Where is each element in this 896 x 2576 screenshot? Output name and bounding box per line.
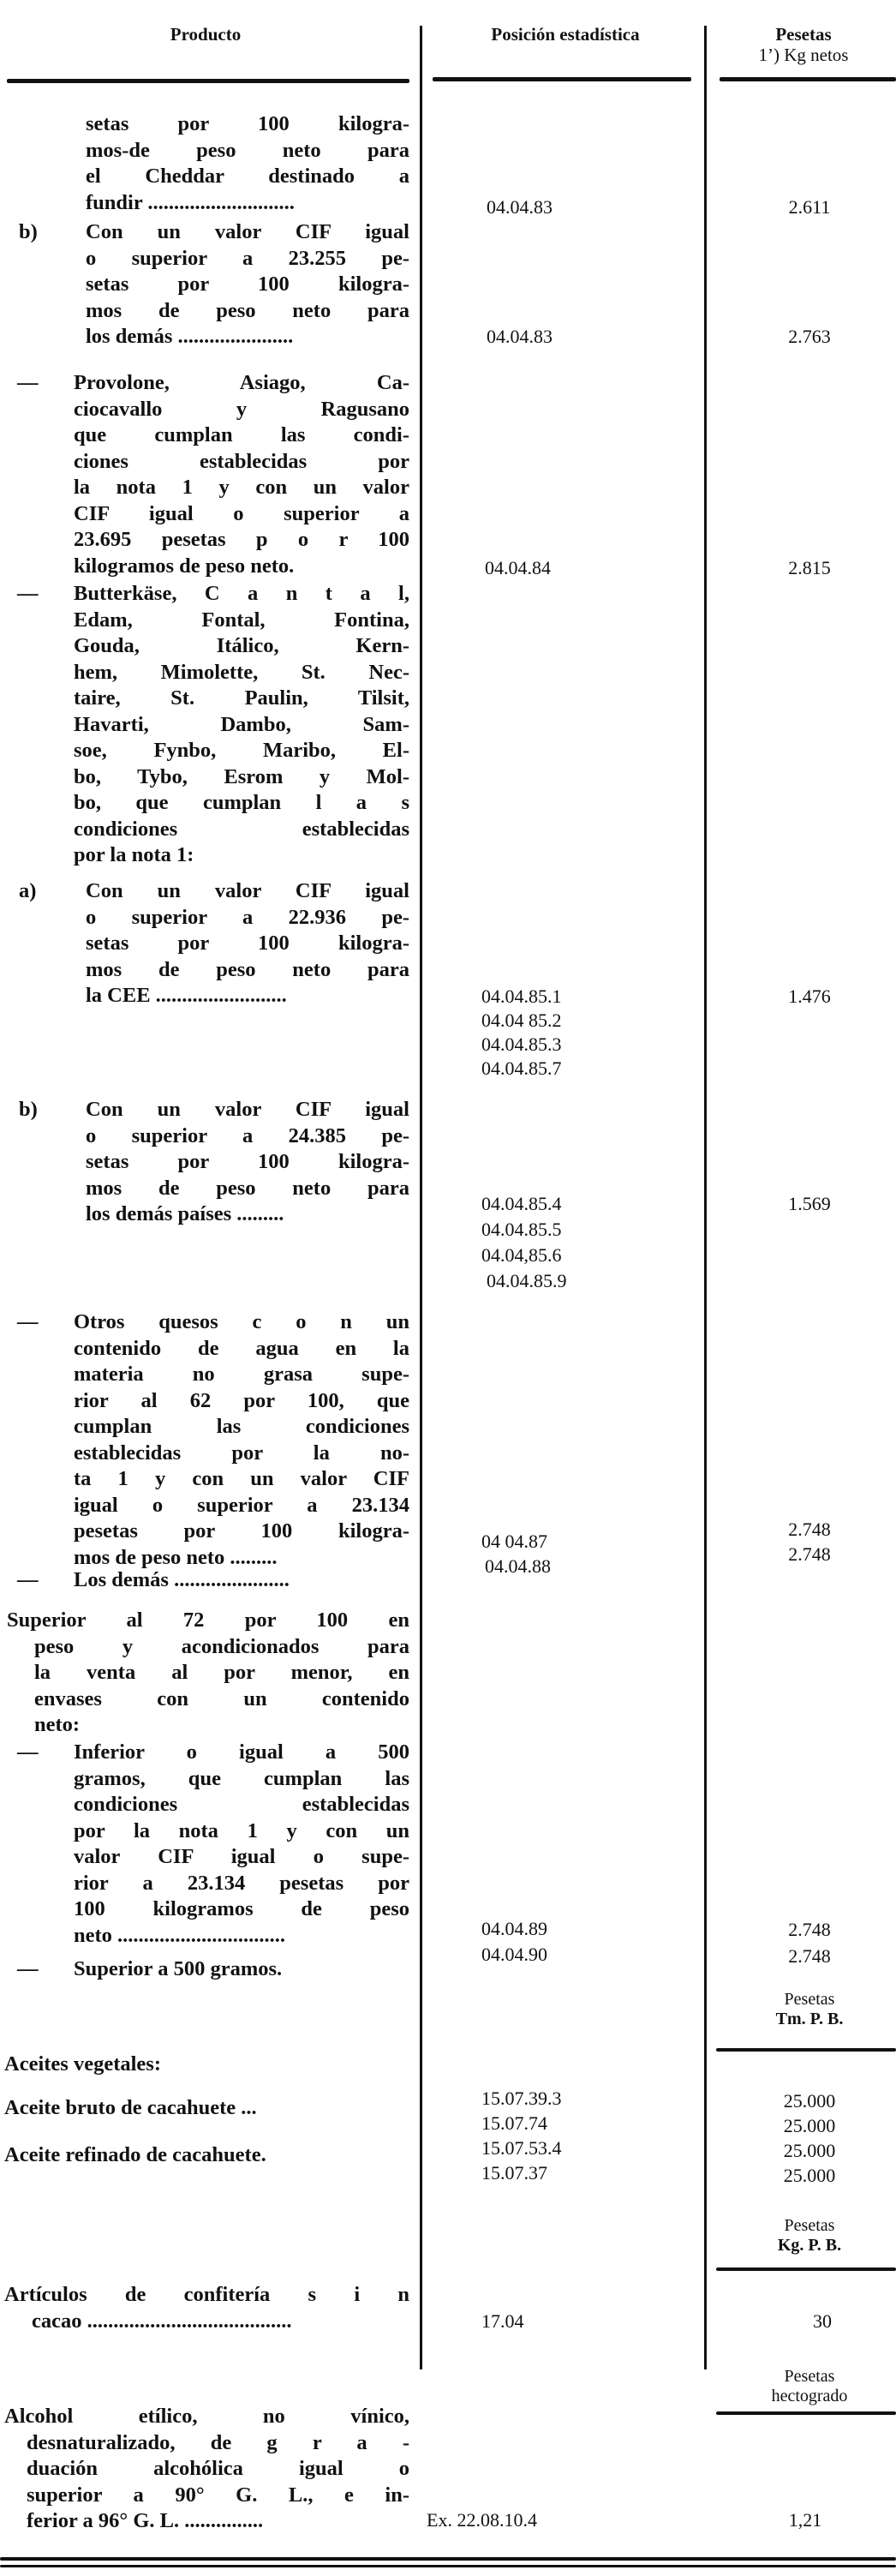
position-code: 15.07.39.3	[481, 2088, 562, 2109]
product-inferior-500-text: Inferior o igual a 500 gramos, que cumplan las condiciones establecidas por la nota 1 y con un valor CIF igual o supe- rior a 23.134 pesetas por 100 kilogramos de peso neto ................................	[74, 1740, 409, 1947]
header-position: Posición estadística	[491, 24, 640, 45]
price-value: 2.611	[788, 196, 831, 218]
product-butterkase-text: Butterkäse, C a n t a l, Edam, Fontal, Fontina, Gouda, Itálico, Kern- hem, Mimolette, St. Nec- taire, St. Paulin, Tilsit, Havarti, Dambo, Sam- soe, Fynbo, Maribo, El- bo, Tybo, Esrom y Mol- bo, que cumplan l a s condiciones establecidas por la nota 1:	[74, 582, 409, 866]
position-code: 15.07.53.4	[481, 2137, 562, 2159]
price-value: 2.815	[788, 557, 831, 578]
dash-marker: —	[17, 1310, 39, 1333]
product-otros-quesos-text: Otros quesos c o n un contenido de agua en la materia no grasa supe- rior al 62 por 100, que cumplan las condiciones establecidas por la no- ta 1 y con un valor CIF igual o superior a 23.134 pesetas por 100 kilogra- mos de peso neto .........	[74, 1310, 409, 1569]
header-rule-price	[720, 77, 896, 81]
item-marker: b)	[19, 220, 38, 243]
position-code: 04.04.85.1	[481, 985, 562, 1007]
price-value: 2.763	[788, 326, 831, 347]
position-code: 04.04.85.5	[481, 1219, 562, 1240]
position-code: 04.04.84	[485, 557, 551, 578]
dash-marker: —	[17, 582, 39, 605]
unit-header-tm: Pesetas Tm. P. B.	[775, 1990, 844, 2028]
position-code: 04.04.85.4	[481, 1193, 562, 1214]
product-superior-72-text: Superior al 72 por 100 en peso y acondicionados para la venta al por menor, en envases con un contenido neto:	[7, 1609, 409, 1736]
item-marker: a)	[19, 879, 37, 902]
header-product: Producto	[170, 24, 242, 45]
header-rule-product	[7, 79, 409, 83]
aceite-bruto-label: Aceite bruto de cacahuete ...	[4, 2096, 257, 2119]
column-divider-2	[704, 26, 707, 2369]
product-provolone-text: Provolone, Asiago, Ca- ciocavallo y Ragusano que cumplan las condi- ciones establecidas por la nota 1 y con un valor CIF igual o superior a 23.695 pesetas p o r 100 kilogramos de peso neto.	[74, 371, 409, 578]
aceites-section-title: Aceites vegetales:	[4, 2052, 161, 2076]
price-value: 2.748	[788, 1919, 831, 1940]
unit-header-kg: Pesetas Kg. P. B.	[777, 2216, 842, 2255]
price-value: 30	[813, 2310, 832, 2332]
price-value: 1.569	[788, 1193, 831, 1214]
position-code: 17.04	[481, 2310, 524, 2332]
header-rule-position	[433, 77, 691, 81]
position-code: 04.04,85.6	[481, 1244, 562, 1266]
header-price: Pesetas 1’) Kg netos	[758, 24, 849, 65]
position-code: 15.07.74	[481, 2112, 547, 2134]
price-value: 25.000	[783, 2115, 836, 2136]
product-cheddar-a-text: setas por 100 kilogra- mos-de peso neto para el Cheddar destinado a fundir ............................	[86, 112, 409, 214]
product-butterkase-b-text: Con un valor CIF igual o superior a 24.385 pe- setas por 100 kilogra- mos de peso neto para los demás países .........	[86, 1098, 409, 1225]
price-value: 25.000	[783, 2090, 836, 2112]
price-value: 25.000	[783, 2140, 836, 2161]
position-code: 04 04.87	[481, 1531, 547, 1552]
aceite-refinado-label: Aceite refinado de cacahuete.	[4, 2143, 266, 2166]
product-butterkase-a-text: Con un valor CIF igual o superior a 22.936 pe- setas por 100 kilogra- mos de peso neto para la CEE .........................	[86, 879, 409, 1007]
position-code: 04.04.85.3	[481, 1033, 562, 1055]
dash-marker: —	[17, 1740, 39, 1764]
price-value: 1,21	[788, 2509, 822, 2531]
unit-header-hectogrado: Pesetas hectogrado	[771, 2367, 848, 2405]
position-code: 04.04.90	[481, 1944, 547, 1965]
dash-marker: —	[17, 1568, 39, 1591]
price-value: 2.748	[788, 1543, 831, 1565]
confiteria-text: Artículos de confitería s i n cacao .......................................	[4, 2283, 409, 2333]
price-value: 2.748	[788, 1945, 831, 1967]
unit-rule-kg	[716, 2267, 896, 2271]
position-code: 04.04.89	[481, 1918, 547, 1939]
item-marker: b)	[19, 1098, 38, 1121]
table-bottom-rule-2	[0, 2565, 896, 2567]
unit-rule-hectogrado	[716, 2411, 896, 2415]
dash-marker: —	[17, 371, 39, 394]
position-code: 04.04.85.7	[481, 1057, 562, 1079]
product-los-demas-text: Los demás ......................	[74, 1568, 290, 1591]
price-value: 1.476	[788, 985, 831, 1007]
unit-rule-tm	[716, 2048, 896, 2052]
column-divider-1	[420, 26, 422, 2369]
product-cheddar-b-text: Con un valor CIF igual o superior a 23.255 pe- setas por 100 kilogra- mos de peso neto para los demás ......................	[86, 220, 409, 348]
price-value: 25.000	[783, 2165, 836, 2186]
product-superior-500-text: Superior a 500 gramos.	[74, 1957, 283, 1980]
dash-marker: —	[17, 1957, 39, 1980]
position-code: Ex. 22.08.10.4	[427, 2509, 537, 2531]
position-code: 04.04 85.2	[481, 1009, 562, 1031]
table-bottom-rule-1	[0, 2557, 896, 2561]
position-code: 04.04.85.9	[487, 1270, 567, 1291]
alcohol-text: Alcohol etílico, no vínico, desnaturalizado, de g r a - duación alcohólica igual o superior a 90° G. L., e in- ferior a 96° G. L. ...............	[4, 2405, 409, 2532]
position-code: 04.04.83	[487, 196, 553, 218]
position-code: 04.04.88	[485, 1555, 551, 1577]
position-code: 15.07.37	[481, 2162, 547, 2184]
price-value: 2.748	[788, 1519, 831, 1540]
position-code: 04.04.83	[487, 326, 553, 347]
